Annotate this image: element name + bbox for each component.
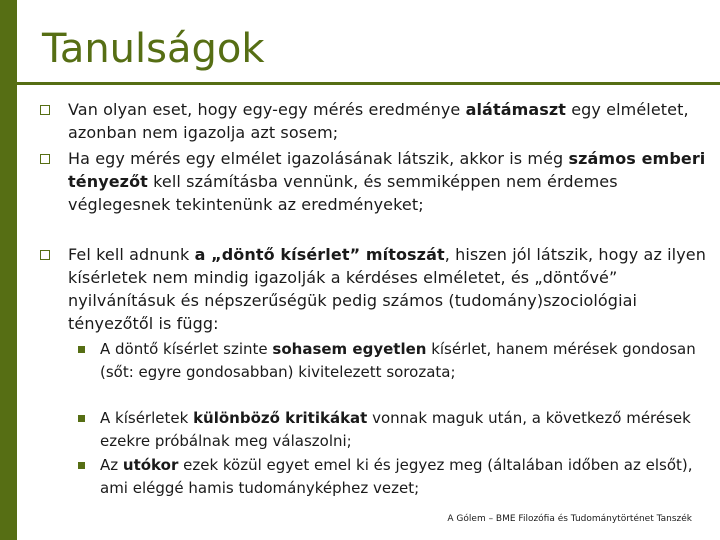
text-run: egy elméletet, azonban nem igazolja azt sosem; [68,100,689,142]
filled-square-bullet-icon [78,462,85,469]
emphasized-text: sohasem egyetlen [272,340,427,358]
emphasized-text: a „döntő kísérlet” mítoszát [194,245,445,264]
emphasized-text: különböző kritikákat [193,409,368,427]
subbullet-item [100,338,700,384]
text-run: Van olyan eset, hogy egy-egy mérés eredménye [68,100,466,119]
filled-square-bullet-icon [78,415,85,422]
bullet-item [68,98,708,144]
hollow-square-bullet-icon [40,250,50,260]
bullet-text [68,100,689,142]
slide-title: Tanulságok [42,26,265,72]
hollow-square-bullet-icon [40,105,50,115]
subbullet-text [100,340,696,381]
subbullet-item [100,454,700,500]
text-run: , hiszen jól látszik, hogy az ilyen kísérletek nem mindig igazolják a kérdéses elméletet, és „döntővé” nyilvánításuk és népszerűségük pedig számos (tudomány)szociológiai tényezőtől is függ: [68,245,706,333]
text-run: ezek közül egyet emel ki és jegyez meg (általában időben az elsőt), ami eléggé hamis tudományképhez vezet; [100,456,693,497]
emphasized-text: utókor [122,456,179,474]
text-run: A döntő kísérlet szinte [100,340,273,358]
filled-square-bullet-icon [78,346,85,353]
subbullet-text [100,409,691,450]
emphasized-text: alátámaszt [465,100,567,119]
subbullet-text [100,456,693,497]
emphasized-text: számos emberi tényezőt [68,149,706,191]
bullet-text [68,149,705,214]
text-run: Ha egy mérés egy elmélet igazolásának látszik, akkor is még [68,149,569,168]
bullet-item [68,147,708,216]
bullet-text [68,245,706,333]
hollow-square-bullet-icon [40,154,50,164]
text-run: kell számításba vennünk, és semmiképpen nem érdemes véglegesnek tekintenünk az eredményeket; [68,172,618,214]
text-run: Fel kell adnunk [68,245,195,264]
text-run: Az [100,456,123,474]
title-underline [17,82,720,85]
subbullet-item [100,407,700,453]
text-run: vonnak maguk után, a következő mérések ezekre próbálnak meg válaszolni; [100,409,691,450]
slide-footer: A Gólem – BME Filozófia és Tudománytörténet Tanszék [447,514,692,524]
bullet-item [68,243,708,335]
left-accent-bar [0,0,17,540]
text-run: A kísérletek [100,409,194,427]
text-run: kísérlet, hanem mérések gondosan (sőt: egyre gondosabban) kivitelezett sorozata; [100,340,696,381]
